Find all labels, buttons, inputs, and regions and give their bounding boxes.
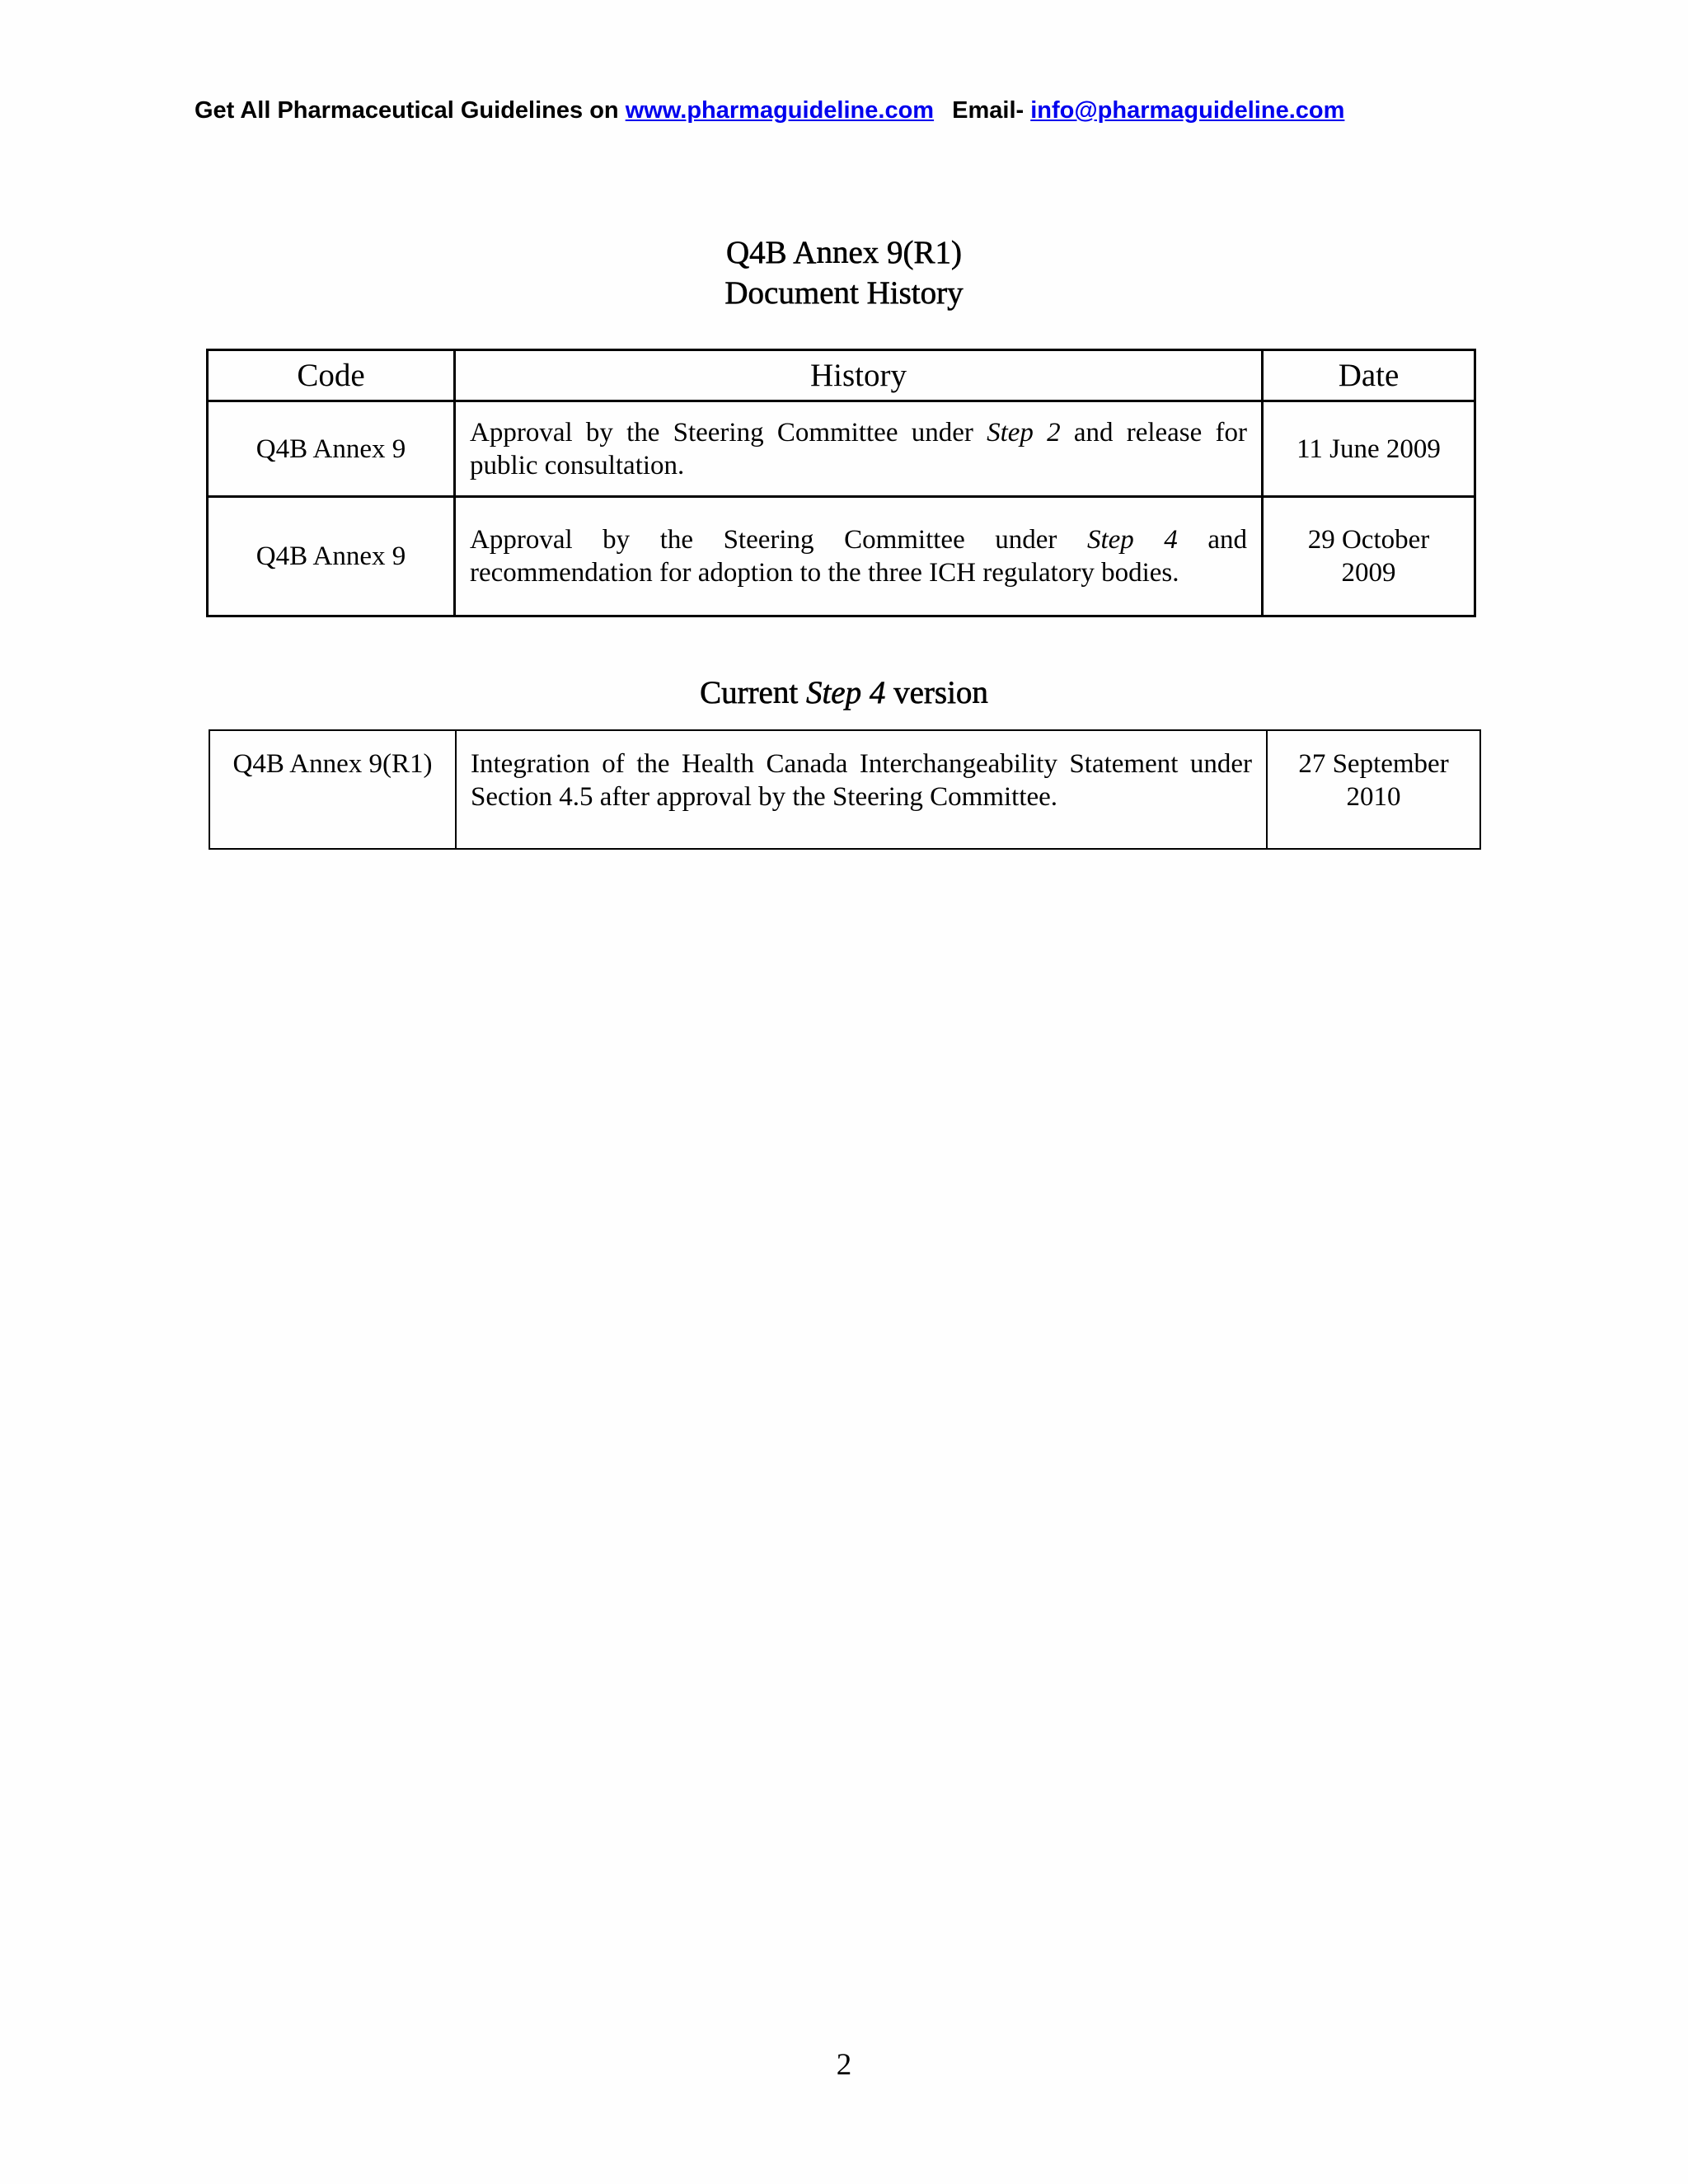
table-row	[208, 401, 1475, 497]
page-number: 2	[836, 2048, 852, 2082]
step-label: Step 4	[1086, 525, 1178, 555]
table-row	[209, 730, 1480, 849]
step-label: Step 2	[987, 417, 1061, 448]
header-code: Code	[208, 350, 455, 401]
history-text: and recommendation for adoption to the three ICH regulatory bodies.	[470, 525, 1247, 588]
website-link[interactable]: www.pharmaguideline.com	[625, 97, 935, 124]
document-history-title: Document History	[724, 275, 964, 311]
history-cell: Integration of the Health Canada Interchangeability Statement under Section 4.5 after approval by the Steering Committee.	[456, 730, 1267, 849]
table-header-row	[208, 350, 1475, 401]
current-version-table	[209, 729, 1481, 850]
code-cell: Q4B Annex 9	[208, 497, 455, 616]
table-row	[208, 497, 1475, 616]
code-cell: Q4B Annex 9(R1)	[209, 730, 456, 849]
email-label: Email-	[952, 97, 1025, 124]
history-cell	[455, 401, 1263, 497]
history-text: and release for public consultation.	[470, 417, 1247, 480]
current-version-heading: Current Step 4 version	[700, 675, 988, 710]
code-cell: Q4B Annex 9	[208, 401, 455, 497]
document-title	[0, 232, 1688, 313]
current-step-label: Step 4	[805, 675, 886, 710]
history-text: Approval by the Steering Committee under	[470, 417, 987, 448]
history-cell	[455, 497, 1263, 616]
header-history: History	[455, 350, 1263, 401]
date-cell: 29 October 2009	[1263, 497, 1475, 616]
document-code-title: Q4B Annex 9(R1)	[726, 235, 962, 270]
history-table	[206, 349, 1476, 617]
header-date: Date	[1263, 350, 1475, 401]
banner-prefix: Get All Pharmaceutical Guidelines on	[195, 97, 619, 124]
history-text: Approval by the Steering Committee under	[470, 525, 1087, 555]
date-cell: 11 June 2009	[1263, 401, 1475, 497]
email-link[interactable]: info@pharmaguideline.com	[1030, 97, 1345, 124]
date-cell: 27 September 2010	[1267, 730, 1480, 849]
header-banner	[195, 97, 1344, 124]
